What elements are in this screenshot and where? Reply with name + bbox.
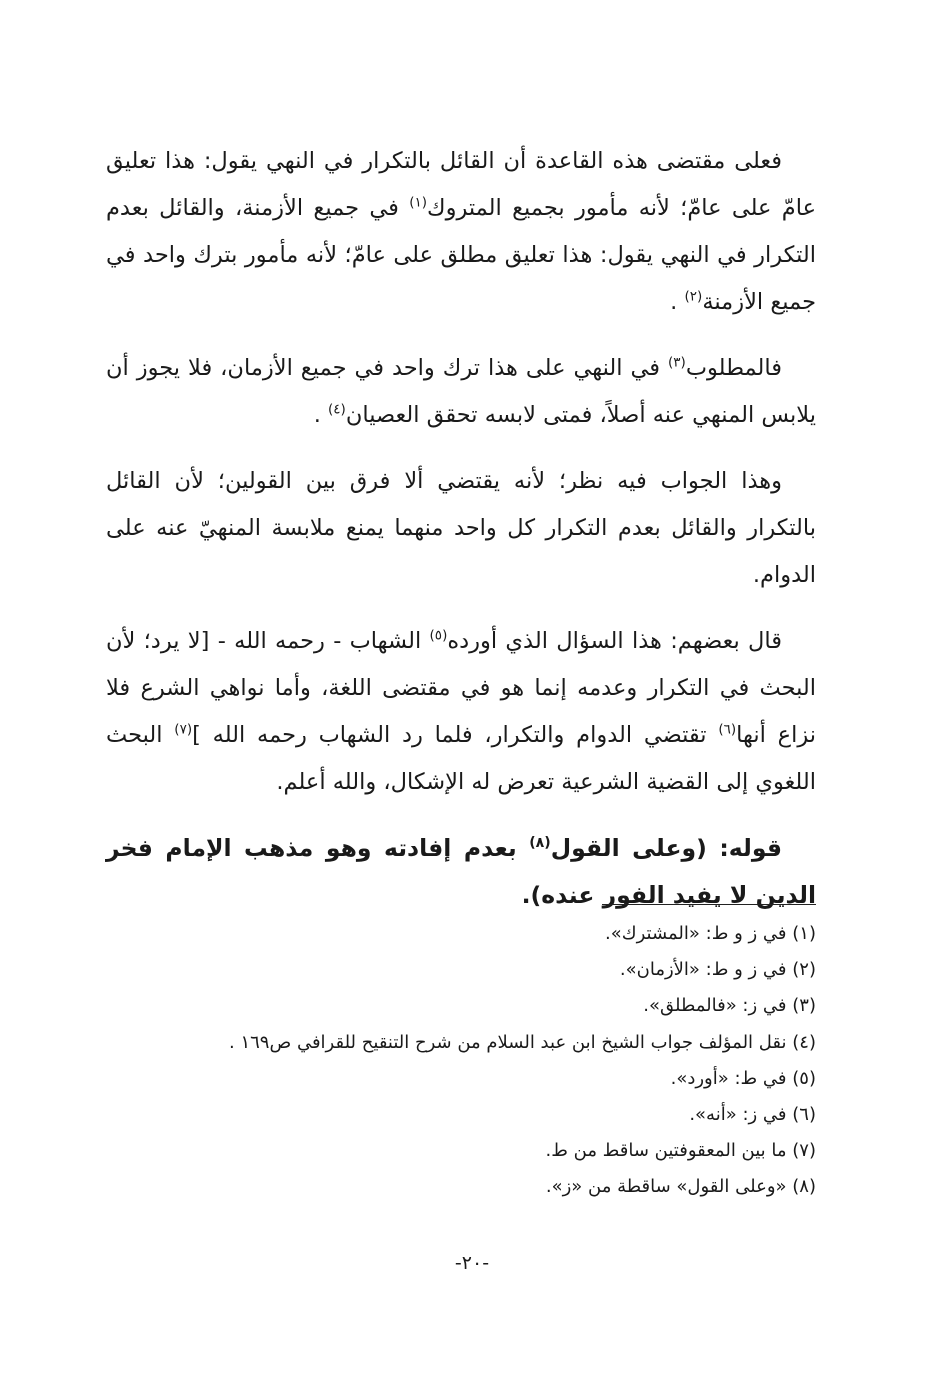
- footnote-text: ما بين المعقوفتين ساقط من ط.: [545, 1140, 787, 1162]
- paragraph-4: [106, 618, 816, 806]
- run: في النهي على هذا ترك واحد في جميع الأزمان، فلا يجوز أن يلابس المنهي عنه أصلاً، فمتى لابسه تحقق العصيان: [106, 355, 816, 428]
- run: قوله: (وعلى القول: [550, 834, 782, 862]
- footnote-text: في ز و ط: «المشترك».: [605, 923, 787, 944]
- run: قال بعضهم: هذا السؤال الذي أورده: [447, 628, 783, 654]
- footnote-8: [116, 1169, 816, 1205]
- page-number: -٢٠-: [454, 1252, 490, 1274]
- footnote-number: (٧): [792, 1140, 816, 1162]
- footnote-4: [116, 1025, 816, 1061]
- footnote-5: [116, 1061, 816, 1097]
- footnotes-list: [116, 916, 816, 1206]
- footnote-number: (٦): [792, 1104, 816, 1126]
- footnote-text: في ط: «أورد».: [670, 1067, 787, 1089]
- paragraph-2: [106, 345, 816, 439]
- run: فعلى مقتضى هذه القاعدة أن القائل بالتكرار في النهي يقول: هذا تعليق عامّ على عامّ؛ لأنه مأمور بجميع المتروك: [106, 148, 816, 221]
- footnote-text: نقل المؤلف جواب الشيخ ابن عبد السلام من شرح التنقيح للقرافي ص١٦٩ .: [229, 1031, 787, 1053]
- run: البحث اللغوي إلى القضية الشرعية تعرض له الإشكال، والله أعلم.: [106, 722, 816, 795]
- footnote-number: (٤): [792, 1031, 816, 1053]
- footnote-3: [116, 988, 816, 1024]
- footnote-ref-5: (٥): [429, 627, 448, 644]
- footnote-number: (٨): [792, 1176, 816, 1198]
- footnote-text: في ز: «أنه».: [689, 1104, 787, 1126]
- footnote-number: (٣): [792, 995, 816, 1017]
- run: في جميع الأزمنة، والقائل بعدم التكرار في النهي يقول: هذا تعليق مطلق على عامّ؛ لأنه مأمور بترك واحد في جميع الأزمنة: [106, 195, 816, 315]
- run: الشهاب - رحمه الله - [لا يرد؛ لأن البحث في التكرار وعدمه إنما هو في مقتضى اللغة، وأما نواهي الشرع فلا نزاع أنها: [106, 628, 817, 748]
- run: .: [313, 402, 328, 428]
- footnote-2: [116, 952, 816, 988]
- footnote-7: [116, 1133, 816, 1169]
- footnote-number: (٥): [792, 1067, 816, 1089]
- footnote-number: (١): [792, 923, 816, 944]
- run: بعدم إفادته وهو مذهب الإمام فخر الدين لا يفيد الفور عنده).: [106, 834, 816, 909]
- run: .: [670, 289, 685, 315]
- footnote-divider: [602, 904, 816, 905]
- run: تقتضي الدوام والتكرار، فلما رد الشهاب رحمه الله ]: [192, 722, 719, 748]
- footnote-text: في ز: «فالمطلق».: [643, 995, 787, 1017]
- footnote-ref-3: (٣): [667, 354, 686, 371]
- footnote-ref-4: (٤): [328, 401, 346, 418]
- footnote-text: في ز و ط: «الأزمان».: [619, 959, 787, 981]
- run: وهذا الجواب فيه نظر؛ لأنه يقتضي ألا فرق بين القولين؛ لأن القائل بالتكرار والقائل بعدم التكرار كل واحد منهما يمنع ملابسة المنهيّ عنه على الدوام.: [106, 468, 816, 588]
- footnote-6: [116, 1097, 816, 1133]
- footnote-text: «وعلى القول» ساقطة من «ز».: [545, 1176, 787, 1198]
- footnote-ref-7: (٧): [174, 721, 193, 738]
- run: فالمطلوب: [685, 355, 782, 381]
- footnote-ref-8: (٨): [529, 835, 551, 852]
- paragraph-1: [106, 138, 816, 326]
- footnote-number: (٢): [792, 959, 816, 981]
- footnote-ref-2: (٢): [684, 288, 703, 305]
- footnote-ref-6: (٦): [718, 721, 737, 738]
- main-text: [106, 138, 816, 938]
- paragraph-3: [106, 458, 816, 599]
- footnote-ref-1: (١): [409, 194, 428, 211]
- footnote-1: [116, 916, 816, 952]
